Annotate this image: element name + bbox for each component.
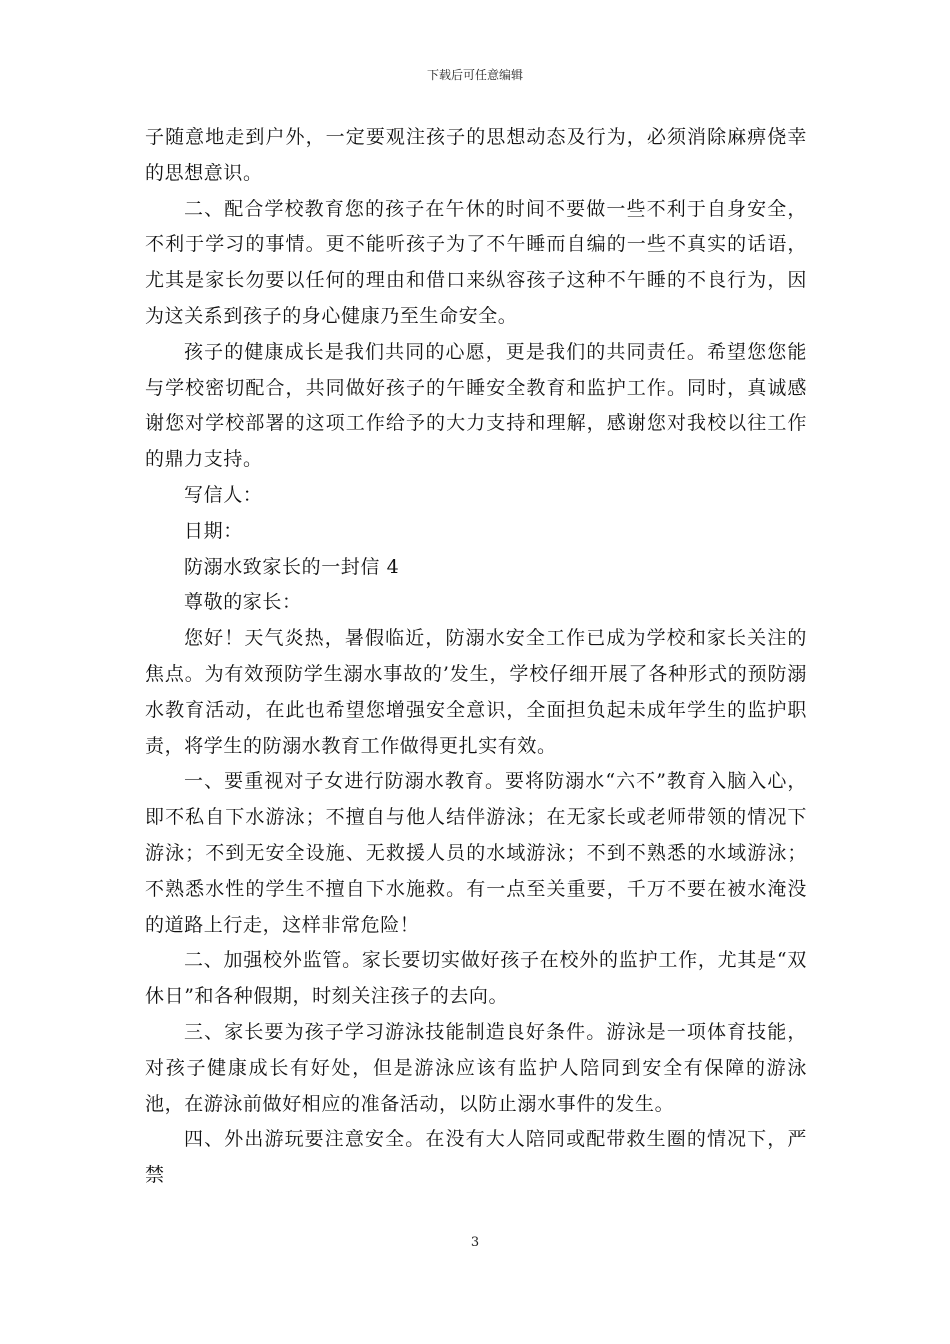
paragraph-continuation: 子随意地走到户外，一定要观注孩子的思想动态及行为，必须消除麻痹侥幸的思想意识。 (145, 126, 807, 184)
page-number: 3 (470, 1235, 480, 1250)
letter-date-line: 日期： (184, 519, 243, 542)
letter-writer-line: 写信人： (184, 483, 263, 506)
paragraph-greeting: 您好！天气炎热，暑假临近，防溺水安全工作已成为学校和家长关注的焦点。为有效预防学生溺水事故的’发生，学校仔细开展了各种形式的预防溺水教育活动，在此也希望您增强安全意识，全面担负起未成年学生的监护职责，将学生的防溺水教育工作做得更扎实有效。 (145, 627, 807, 757)
paragraph-point-four: 四、外出游玩要注意安全。在没有大人陪同或配带救生圈的情况下，严禁 (145, 1128, 807, 1187)
document-body (145, 120, 807, 1194)
paragraph-point-two: 二、加强校外监管。家长要切实做好孩子在校外的监护工作，尤其是“双休日”和各种假期，时刻关注孩子的去向。 (145, 949, 807, 1008)
letter-salutation: 尊敬的家长： (184, 591, 302, 614)
letter-title: 防溺水致家长的一封信 4 (184, 555, 400, 578)
paragraph-point-one: 一、要重视对子女进行防溺水教育。要将防溺水“六不”教育入脑入心，即不私自下水游泳；不擅自与他人结伴游泳；在无家长或老师带领的情况下游泳；不到无安全设施、无救援人员的水域游泳；不到不熟悉的水域游泳；不熟悉水性的学生不擅自下水施救。有一点至关重要，千万不要在被水淹没的道路上行走，这样非常危险！ (145, 770, 807, 936)
page-header: 下载后可任意编辑 (426, 68, 523, 82)
paragraph-point-three: 三、家长要为孩子学习游泳技能制造良好条件。游泳是一项体育技能，对孩子健康成长有好处，但是游泳应该有监护人陪同到安全有保障的游泳池，在游泳前做好相应的准备活动，以防止溺水事件的发生。 (145, 1020, 807, 1115)
paragraph-school-cooperation: 二、配合学校教育您的孩子在午休的时间不要做一些不利于自身安全，不利于学习的事情。更不能听孩子为了不午睡而自编的一些不真实的话语，尤其是家长勿要以任何的理由和借口来纵容孩子这种不午睡的不良行为，因为这关系到孩子的身心健康乃至生命安全。 (145, 197, 807, 327)
paragraph-shared-responsibility: 孩子的健康成长是我们共同的心愿，更是我们的共同责任。希望您您能与学校密切配合，共同做好孩子的午睡安全教育和监护工作。同时，真诚感谢您对学校部署的这项工作给予的大力支持和理解，感谢您对我校以往工作的鼎力支持。 (145, 340, 807, 471)
